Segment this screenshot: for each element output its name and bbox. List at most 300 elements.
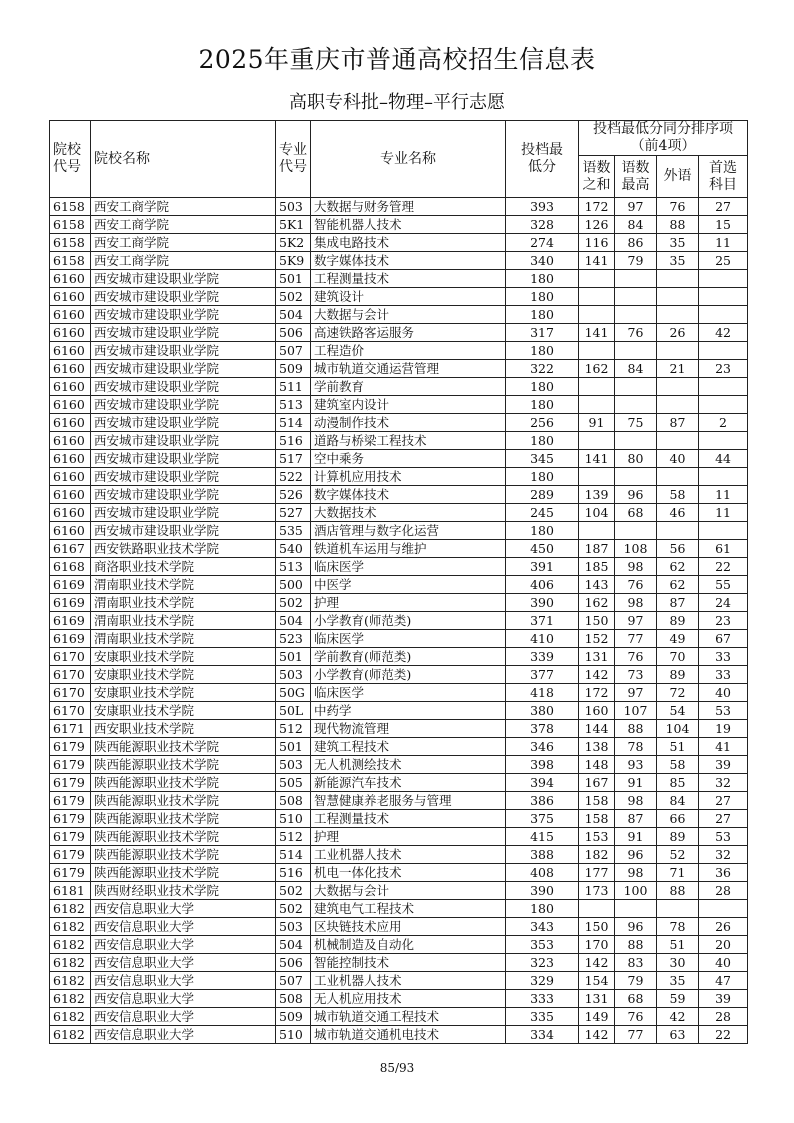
cell-major-code: 506 xyxy=(276,324,311,342)
cell-chinese-math-sum: 162 xyxy=(579,360,615,378)
cell-min-score: 245 xyxy=(506,504,579,522)
cell-chinese-math-max xyxy=(615,288,657,306)
cell-school-name: 西安工商学院 xyxy=(91,198,276,216)
table-row xyxy=(50,720,748,738)
cell-chinese-math-sum: 142 xyxy=(579,954,615,972)
cell-major-code: 513 xyxy=(276,558,311,576)
cell-major-code: 502 xyxy=(276,900,311,918)
cell-school-code: 6160 xyxy=(50,504,91,522)
cell-school-name: 安康职业技术学院 xyxy=(91,666,276,684)
cell-school-name: 陕西能源职业技术学院 xyxy=(91,738,276,756)
cell-school-name: 西安城市建设职业学院 xyxy=(91,414,276,432)
cell-school-code: 6182 xyxy=(50,954,91,972)
cell-first-subject: 55 xyxy=(699,576,748,594)
cell-foreign-language: 21 xyxy=(657,360,699,378)
cell-chinese-math-max: 96 xyxy=(615,918,657,936)
cell-first-subject xyxy=(699,900,748,918)
cell-chinese-math-sum: 158 xyxy=(579,810,615,828)
cell-chinese-math-max xyxy=(615,396,657,414)
cell-school-name: 西安工商学院 xyxy=(91,216,276,234)
cell-major-name: 区块链技术应用 xyxy=(311,918,506,936)
cell-min-score: 390 xyxy=(506,882,579,900)
cell-major-name: 临床医学 xyxy=(311,630,506,648)
cell-major-name: 工业机器人技术 xyxy=(311,972,506,990)
cell-school-name: 西安城市建设职业学院 xyxy=(91,450,276,468)
cell-chinese-math-sum: 149 xyxy=(579,1008,615,1026)
table-row xyxy=(50,432,748,450)
cell-first-subject: 2 xyxy=(699,414,748,432)
cell-foreign-language: 51 xyxy=(657,936,699,954)
cell-school-code: 6160 xyxy=(50,468,91,486)
cell-min-score: 410 xyxy=(506,630,579,648)
cell-major-code: 5K2 xyxy=(276,234,311,252)
cell-school-name: 西安城市建设职业学院 xyxy=(91,342,276,360)
cell-min-score: 393 xyxy=(506,198,579,216)
table-row xyxy=(50,882,748,900)
header-min-score: 投档最低分 xyxy=(506,121,579,198)
cell-major-name: 计算机应用技术 xyxy=(311,468,506,486)
cell-school-code: 6182 xyxy=(50,918,91,936)
table-row xyxy=(50,702,748,720)
table-row xyxy=(50,594,748,612)
cell-min-score: 289 xyxy=(506,486,579,504)
cell-school-code: 6179 xyxy=(50,756,91,774)
cell-chinese-math-sum xyxy=(579,396,615,414)
cell-chinese-math-max xyxy=(615,270,657,288)
cell-school-code: 6160 xyxy=(50,378,91,396)
table-row xyxy=(50,504,748,522)
cell-school-name: 渭南职业技术学院 xyxy=(91,612,276,630)
cell-min-score: 180 xyxy=(506,378,579,396)
cell-school-name: 西安城市建设职业学院 xyxy=(91,432,276,450)
cell-major-code: 504 xyxy=(276,936,311,954)
cell-major-name: 动漫制作技术 xyxy=(311,414,506,432)
cell-min-score: 371 xyxy=(506,612,579,630)
cell-chinese-math-max xyxy=(615,378,657,396)
table-row xyxy=(50,486,748,504)
cell-first-subject: 23 xyxy=(699,612,748,630)
header-major-code: 专业代号 xyxy=(276,121,311,198)
cell-school-name: 西安城市建设职业学院 xyxy=(91,288,276,306)
cell-school-code: 6160 xyxy=(50,360,91,378)
cell-major-name: 现代物流管理 xyxy=(311,720,506,738)
table-row xyxy=(50,810,748,828)
cell-min-score: 391 xyxy=(506,558,579,576)
cell-school-name: 商洛职业技术学院 xyxy=(91,558,276,576)
cell-min-score: 378 xyxy=(506,720,579,738)
cell-min-score: 180 xyxy=(506,468,579,486)
cell-first-subject: 53 xyxy=(699,702,748,720)
cell-min-score: 380 xyxy=(506,702,579,720)
cell-chinese-math-sum: 142 xyxy=(579,1026,615,1044)
cell-major-code: 510 xyxy=(276,810,311,828)
cell-first-subject: 22 xyxy=(699,1026,748,1044)
cell-first-subject: 39 xyxy=(699,756,748,774)
cell-chinese-math-max: 84 xyxy=(615,216,657,234)
cell-min-score: 335 xyxy=(506,1008,579,1026)
table-row xyxy=(50,684,748,702)
cell-chinese-math-sum xyxy=(579,522,615,540)
cell-major-code: 508 xyxy=(276,990,311,1008)
cell-major-name: 城市轨道交通机电技术 xyxy=(311,1026,506,1044)
cell-min-score: 415 xyxy=(506,828,579,846)
table-row xyxy=(50,378,748,396)
header-tiebreak-group: 投档最低分同分排序项（前4项） xyxy=(579,121,748,156)
cell-foreign-language xyxy=(657,396,699,414)
cell-min-score: 388 xyxy=(506,846,579,864)
cell-first-subject: 44 xyxy=(699,450,748,468)
cell-chinese-math-sum: 154 xyxy=(579,972,615,990)
header-major-name: 专业名称 xyxy=(311,121,506,198)
cell-school-code: 6179 xyxy=(50,810,91,828)
cell-major-name: 建筑设计 xyxy=(311,288,506,306)
cell-chinese-math-max: 98 xyxy=(615,558,657,576)
cell-major-code: 503 xyxy=(276,666,311,684)
table-row xyxy=(50,252,748,270)
cell-school-code: 6160 xyxy=(50,414,91,432)
cell-major-name: 护理 xyxy=(311,828,506,846)
cell-foreign-language: 70 xyxy=(657,648,699,666)
cell-chinese-math-max: 88 xyxy=(615,720,657,738)
cell-chinese-math-sum: 167 xyxy=(579,774,615,792)
cell-first-subject: 40 xyxy=(699,684,748,702)
cell-major-code: 509 xyxy=(276,360,311,378)
cell-school-code: 6179 xyxy=(50,846,91,864)
cell-foreign-language: 88 xyxy=(657,216,699,234)
cell-first-subject: 32 xyxy=(699,774,748,792)
cell-major-code: 526 xyxy=(276,486,311,504)
table-row xyxy=(50,1008,748,1026)
cell-foreign-language: 46 xyxy=(657,504,699,522)
table-row xyxy=(50,414,748,432)
cell-major-name: 酒店管理与数字化运营 xyxy=(311,522,506,540)
cell-school-code: 6182 xyxy=(50,972,91,990)
cell-major-name: 无人机测绘技术 xyxy=(311,756,506,774)
cell-school-code: 6171 xyxy=(50,720,91,738)
cell-major-code: 509 xyxy=(276,1008,311,1026)
cell-chinese-math-max: 68 xyxy=(615,990,657,1008)
cell-major-code: 506 xyxy=(276,954,311,972)
cell-foreign-language: 66 xyxy=(657,810,699,828)
cell-first-subject: 28 xyxy=(699,1008,748,1026)
cell-chinese-math-max: 73 xyxy=(615,666,657,684)
cell-chinese-math-max: 76 xyxy=(615,1008,657,1026)
cell-school-code: 6169 xyxy=(50,612,91,630)
page-number: 85/93 xyxy=(379,1061,415,1075)
cell-chinese-math-max: 77 xyxy=(615,630,657,648)
cell-foreign-language: 54 xyxy=(657,702,699,720)
cell-school-name: 西安信息职业大学 xyxy=(91,990,276,1008)
cell-min-score: 386 xyxy=(506,792,579,810)
cell-major-code: 501 xyxy=(276,270,311,288)
cell-first-subject xyxy=(699,378,748,396)
table-row xyxy=(50,954,748,972)
cell-major-code: 5K1 xyxy=(276,216,311,234)
cell-school-code: 6158 xyxy=(50,198,91,216)
table-row xyxy=(50,792,748,810)
table-row xyxy=(50,756,748,774)
cell-school-name: 西安城市建设职业学院 xyxy=(91,324,276,342)
cell-major-code: 501 xyxy=(276,738,311,756)
cell-major-name: 机电一体化技术 xyxy=(311,864,506,882)
cell-major-name: 高速铁路客运服务 xyxy=(311,324,506,342)
cell-foreign-language: 87 xyxy=(657,594,699,612)
cell-chinese-math-sum: 143 xyxy=(579,576,615,594)
cell-chinese-math-max: 75 xyxy=(615,414,657,432)
cell-major-name: 机械制造及自动化 xyxy=(311,936,506,954)
cell-major-name: 大数据与会计 xyxy=(311,882,506,900)
cell-major-code: 501 xyxy=(276,648,311,666)
cell-school-name: 渭南职业技术学院 xyxy=(91,576,276,594)
cell-school-name: 西安信息职业大学 xyxy=(91,972,276,990)
cell-min-score: 180 xyxy=(506,522,579,540)
cell-min-score: 180 xyxy=(506,396,579,414)
cell-foreign-language: 71 xyxy=(657,864,699,882)
cell-first-subject xyxy=(699,342,748,360)
cell-school-name: 西安职业技术学院 xyxy=(91,720,276,738)
table-row xyxy=(50,270,748,288)
cell-chinese-math-sum: 91 xyxy=(579,414,615,432)
cell-major-code: 502 xyxy=(276,288,311,306)
cell-chinese-math-sum xyxy=(579,288,615,306)
cell-chinese-math-sum: 116 xyxy=(579,234,615,252)
cell-school-name: 西安信息职业大学 xyxy=(91,918,276,936)
cell-school-name: 西安城市建设职业学院 xyxy=(91,522,276,540)
header-first-subject: 首选科目 xyxy=(699,156,748,198)
cell-chinese-math-max: 96 xyxy=(615,846,657,864)
cell-major-code: 527 xyxy=(276,504,311,522)
cell-major-code: 507 xyxy=(276,972,311,990)
cell-school-code: 6169 xyxy=(50,576,91,594)
cell-foreign-language: 42 xyxy=(657,1008,699,1026)
cell-school-name: 渭南职业技术学院 xyxy=(91,594,276,612)
cell-chinese-math-sum: 162 xyxy=(579,594,615,612)
cell-school-code: 6170 xyxy=(50,666,91,684)
cell-major-name: 智慧健康养老服务与管理 xyxy=(311,792,506,810)
cell-min-score: 390 xyxy=(506,594,579,612)
cell-first-subject xyxy=(699,522,748,540)
table-row xyxy=(50,306,748,324)
cell-major-code: 507 xyxy=(276,342,311,360)
cell-min-score: 340 xyxy=(506,252,579,270)
cell-chinese-math-sum: 139 xyxy=(579,486,615,504)
cell-school-name: 西安城市建设职业学院 xyxy=(91,396,276,414)
cell-major-code: 512 xyxy=(276,828,311,846)
cell-first-subject: 28 xyxy=(699,882,748,900)
cell-school-name: 西安工商学院 xyxy=(91,252,276,270)
cell-major-code: 522 xyxy=(276,468,311,486)
cell-foreign-language: 40 xyxy=(657,450,699,468)
cell-major-code: 504 xyxy=(276,306,311,324)
cell-school-code: 6179 xyxy=(50,864,91,882)
cell-foreign-language: 63 xyxy=(657,1026,699,1044)
table-row xyxy=(50,288,748,306)
cell-foreign-language xyxy=(657,306,699,324)
cell-chinese-math-sum: 141 xyxy=(579,252,615,270)
cell-first-subject: 23 xyxy=(699,360,748,378)
cell-chinese-math-sum xyxy=(579,468,615,486)
table-row xyxy=(50,522,748,540)
cell-foreign-language xyxy=(657,378,699,396)
cell-major-name: 集成电路技术 xyxy=(311,234,506,252)
cell-chinese-math-max: 79 xyxy=(615,252,657,270)
header-foreign-language: 外语 xyxy=(657,156,699,198)
cell-foreign-language xyxy=(657,288,699,306)
cell-min-score: 333 xyxy=(506,990,579,1008)
cell-major-code: 510 xyxy=(276,1026,311,1044)
cell-major-name: 建筑工程技术 xyxy=(311,738,506,756)
header-chinese-math-sum: 语数之和 xyxy=(579,156,615,198)
table-row xyxy=(50,612,748,630)
table-row xyxy=(50,972,748,990)
cell-major-name: 小学教育(师范类) xyxy=(311,666,506,684)
cell-school-code: 6158 xyxy=(50,234,91,252)
cell-foreign-language: 26 xyxy=(657,324,699,342)
cell-school-name: 西安信息职业大学 xyxy=(91,954,276,972)
cell-min-score: 353 xyxy=(506,936,579,954)
cell-school-code: 6160 xyxy=(50,270,91,288)
cell-major-name: 工业机器人技术 xyxy=(311,846,506,864)
cell-foreign-language: 58 xyxy=(657,756,699,774)
table-row xyxy=(50,468,748,486)
table-row xyxy=(50,198,748,216)
cell-min-score: 418 xyxy=(506,684,579,702)
cell-major-name: 道路与桥梁工程技术 xyxy=(311,432,506,450)
cell-foreign-language: 62 xyxy=(657,576,699,594)
cell-chinese-math-sum: 158 xyxy=(579,792,615,810)
cell-school-code: 6182 xyxy=(50,990,91,1008)
cell-major-name: 临床医学 xyxy=(311,558,506,576)
cell-chinese-math-sum: 170 xyxy=(579,936,615,954)
cell-chinese-math-max: 107 xyxy=(615,702,657,720)
cell-major-code: 50G xyxy=(276,684,311,702)
cell-foreign-language: 89 xyxy=(657,612,699,630)
cell-major-name: 数字媒体技术 xyxy=(311,252,506,270)
cell-major-name: 临床医学 xyxy=(311,684,506,702)
cell-chinese-math-max: 77 xyxy=(615,1026,657,1044)
cell-foreign-language xyxy=(657,522,699,540)
cell-min-score: 317 xyxy=(506,324,579,342)
cell-major-name: 小学教育(师范类) xyxy=(311,612,506,630)
cell-chinese-math-sum: 144 xyxy=(579,720,615,738)
cell-major-name: 数字媒体技术 xyxy=(311,486,506,504)
cell-foreign-language: 59 xyxy=(657,990,699,1008)
cell-school-code: 6160 xyxy=(50,522,91,540)
cell-chinese-math-max: 108 xyxy=(615,540,657,558)
cell-school-name: 西安城市建设职业学院 xyxy=(91,504,276,522)
cell-foreign-language: 84 xyxy=(657,792,699,810)
cell-school-code: 6182 xyxy=(50,1008,91,1026)
cell-chinese-math-sum xyxy=(579,306,615,324)
cell-first-subject: 11 xyxy=(699,234,748,252)
cell-chinese-math-max: 98 xyxy=(615,594,657,612)
cell-foreign-language: 104 xyxy=(657,720,699,738)
cell-major-code: 535 xyxy=(276,522,311,540)
cell-chinese-math-sum: 148 xyxy=(579,756,615,774)
table-body xyxy=(50,198,748,1044)
cell-min-score: 339 xyxy=(506,648,579,666)
cell-major-code: 5K9 xyxy=(276,252,311,270)
cell-school-code: 6169 xyxy=(50,594,91,612)
cell-min-score: 274 xyxy=(506,234,579,252)
cell-school-name: 陕西能源职业技术学院 xyxy=(91,864,276,882)
cell-school-code: 6160 xyxy=(50,486,91,504)
cell-chinese-math-sum: 126 xyxy=(579,216,615,234)
cell-school-code: 6179 xyxy=(50,792,91,810)
cell-first-subject: 11 xyxy=(699,504,748,522)
table-row xyxy=(50,234,748,252)
cell-major-name: 智能机器人技术 xyxy=(311,216,506,234)
cell-school-name: 西安城市建设职业学院 xyxy=(91,360,276,378)
cell-major-name: 中医学 xyxy=(311,576,506,594)
cell-chinese-math-sum xyxy=(579,270,615,288)
cell-school-name: 西安城市建设职业学院 xyxy=(91,468,276,486)
cell-first-subject: 41 xyxy=(699,738,748,756)
cell-first-subject: 27 xyxy=(699,198,748,216)
cell-first-subject: 24 xyxy=(699,594,748,612)
cell-min-score: 377 xyxy=(506,666,579,684)
cell-school-name: 西安铁路职业技术学院 xyxy=(91,540,276,558)
cell-first-subject: 19 xyxy=(699,720,748,738)
cell-chinese-math-sum: 182 xyxy=(579,846,615,864)
cell-school-name: 西安城市建设职业学院 xyxy=(91,270,276,288)
cell-school-code: 6160 xyxy=(50,396,91,414)
cell-school-code: 6170 xyxy=(50,648,91,666)
cell-school-code: 6182 xyxy=(50,900,91,918)
cell-chinese-math-max: 91 xyxy=(615,774,657,792)
cell-chinese-math-max: 76 xyxy=(615,648,657,666)
cell-foreign-language: 87 xyxy=(657,414,699,432)
cell-school-name: 陕西财经职业技术学院 xyxy=(91,882,276,900)
cell-first-subject xyxy=(699,288,748,306)
table-row xyxy=(50,342,748,360)
cell-major-name: 学前教育(师范类) xyxy=(311,648,506,666)
cell-chinese-math-max: 97 xyxy=(615,684,657,702)
cell-school-code: 6179 xyxy=(50,738,91,756)
cell-school-name: 陕西能源职业技术学院 xyxy=(91,792,276,810)
cell-school-code: 6170 xyxy=(50,702,91,720)
cell-chinese-math-sum: 131 xyxy=(579,990,615,1008)
cell-first-subject xyxy=(699,396,748,414)
cell-foreign-language: 72 xyxy=(657,684,699,702)
cell-chinese-math-max: 83 xyxy=(615,954,657,972)
cell-foreign-language xyxy=(657,270,699,288)
cell-min-score: 346 xyxy=(506,738,579,756)
cell-first-subject: 25 xyxy=(699,252,748,270)
cell-school-name: 安康职业技术学院 xyxy=(91,648,276,666)
cell-chinese-math-max: 68 xyxy=(615,504,657,522)
cell-foreign-language: 89 xyxy=(657,666,699,684)
cell-major-name: 空中乘务 xyxy=(311,450,506,468)
cell-chinese-math-sum xyxy=(579,378,615,396)
cell-major-code: 500 xyxy=(276,576,311,594)
cell-chinese-math-max xyxy=(615,306,657,324)
cell-min-score: 345 xyxy=(506,450,579,468)
cell-min-score: 180 xyxy=(506,288,579,306)
cell-major-code: 505 xyxy=(276,774,311,792)
cell-first-subject: 67 xyxy=(699,630,748,648)
cell-school-code: 6179 xyxy=(50,828,91,846)
cell-school-name: 陕西能源职业技术学院 xyxy=(91,756,276,774)
cell-foreign-language: 35 xyxy=(657,234,699,252)
cell-min-score: 343 xyxy=(506,918,579,936)
cell-chinese-math-max: 98 xyxy=(615,792,657,810)
table-row xyxy=(50,738,748,756)
cell-major-name: 大数据与会计 xyxy=(311,306,506,324)
cell-school-code: 6160 xyxy=(50,450,91,468)
cell-chinese-math-sum xyxy=(579,900,615,918)
cell-major-name: 护理 xyxy=(311,594,506,612)
